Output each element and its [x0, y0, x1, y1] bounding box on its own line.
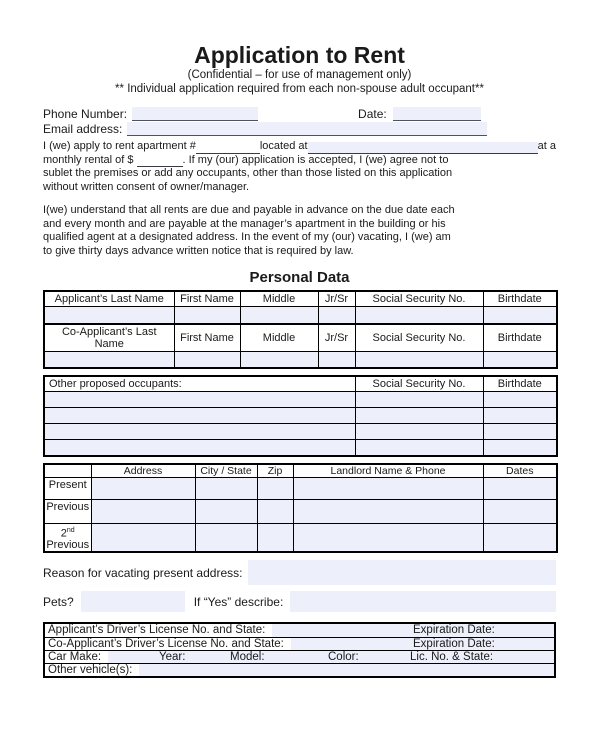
- coapplicant-license-label: Co-Applicant’s Driver’s License No. and State:: [45, 638, 291, 650]
- coapplicant-birthdate-input[interactable]: [483, 351, 557, 368]
- occupant-row-4: [44, 440, 557, 456]
- coapplicant-ssn-input[interactable]: [355, 351, 483, 368]
- coapplicant-first-name-input[interactable]: [174, 351, 240, 368]
- occupant-row-3: [44, 424, 557, 440]
- applicant-expiration-label: Expiration Date:: [413, 624, 495, 637]
- coapplicant-jrsr-header: Jr/Sr: [318, 324, 355, 352]
- vacating-reason-label: Reason for vacating present address:: [43, 565, 243, 580]
- terms-paragraph: [43, 204, 556, 258]
- previous-dates-input[interactable]: [483, 499, 557, 523]
- apply-line-1: [43, 140, 556, 154]
- applicant-birthdate-input[interactable]: [483, 307, 557, 324]
- apartment-number-blank[interactable]: [196, 142, 260, 154]
- applicant-last-name-header: Applicant’s Last Name: [44, 291, 174, 307]
- coapplicant-last-name-header: Co-Applicant’s Last Name: [44, 324, 174, 352]
- applicant-license-row[interactable]: [45, 624, 554, 637]
- pets-label: Pets?: [43, 594, 74, 609]
- page-title: Application to Rent: [194, 42, 405, 68]
- apply-line-2-text: . If my (our) application is accepted, I (we) agree not to: [182, 153, 449, 166]
- phone-number-label: Phone Number:: [43, 107, 128, 121]
- occupant-4-ssn-input[interactable]: [355, 440, 483, 456]
- date-label: Date:: [358, 107, 387, 121]
- second-previous-landlord-input[interactable]: [293, 523, 483, 552]
- present-city-state-input[interactable]: [195, 477, 257, 499]
- email-row: [43, 122, 556, 136]
- occupants-header-row: [44, 376, 557, 392]
- applicant-middle-input[interactable]: [240, 307, 318, 324]
- car-details-row[interactable]: [45, 650, 554, 663]
- second-previous-dates-input[interactable]: [483, 523, 557, 552]
- occupant-1-birthdate-input[interactable]: [483, 392, 557, 408]
- apply-line-3: sublet the premises or add any occupants, other than those listed on this application: [43, 167, 453, 179]
- phone-date-row: [43, 107, 556, 121]
- apply-line-4: without written consent of owner/manager.: [43, 180, 250, 193]
- pets-describe-label: If “Yes” describe:: [193, 594, 284, 609]
- applicant-first-name-input[interactable]: [174, 307, 240, 324]
- occupant-4-birthdate-input[interactable]: [483, 440, 557, 456]
- rental-amount-label: monthly rental of $: [43, 153, 134, 166]
- pets-row: [43, 591, 556, 612]
- applicant-input-row: [44, 307, 557, 324]
- vehicle-license-table: [43, 622, 556, 678]
- previous-row-label: Previous: [44, 499, 91, 523]
- second-previous-address-input[interactable]: [91, 523, 195, 552]
- email-label: Email address:: [43, 122, 123, 136]
- terms-line-1: I(we) understand that all rents are due and payable in advance on the due date each: [43, 204, 455, 216]
- second-previous-zip-input[interactable]: [257, 523, 293, 552]
- occupant-1-name-input[interactable]: [44, 392, 355, 408]
- second-previous-sup: nd: [66, 526, 75, 534]
- previous-city-state-input[interactable]: [195, 499, 257, 523]
- apply-line-1-text: I (we) apply to rent apartment #: [43, 140, 196, 152]
- present-address-input[interactable]: [91, 477, 195, 499]
- subtitle-occupant-note: ** Individual application required from each non-spouse adult occupant**: [115, 83, 484, 95]
- coapplicant-header-row: [44, 324, 557, 352]
- other-vehicles-label: Other vehicle(s):: [45, 664, 139, 676]
- terms-line-4: to give thirty days advance written notice that is required by law.: [43, 244, 354, 257]
- subtitle-confidential: (Confidential – for use of management only): [187, 69, 412, 81]
- occupant-4-name-input[interactable]: [44, 440, 355, 456]
- terms-line-3: qualified agent at a designated address. In the event of my (our) vacating, I (we) am: [43, 231, 451, 243]
- residence-dates-header: Dates: [483, 464, 557, 478]
- coapplicant-first-name-header: First Name: [174, 324, 240, 352]
- present-zip-input[interactable]: [257, 477, 293, 499]
- date-input[interactable]: [393, 107, 481, 121]
- second-previous-word: Previous: [46, 539, 90, 552]
- personal-data-table: [43, 290, 558, 369]
- occupants-birthdate-header: Birthdate: [483, 376, 557, 392]
- coapplicant-middle-header: Middle: [240, 324, 318, 352]
- occupant-3-birthdate-input[interactable]: [483, 424, 557, 440]
- car-color-label: Color:: [328, 651, 359, 664]
- residence-empty-header: [44, 464, 91, 478]
- occupant-row-2: [44, 408, 557, 424]
- occupant-3-name-input[interactable]: [44, 424, 355, 440]
- second-previous-city-state-input[interactable]: [195, 523, 257, 552]
- coapplicant-middle-input[interactable]: [240, 351, 318, 368]
- car-year-label: Year:: [159, 651, 186, 664]
- personal-data-heading: Personal Data: [249, 269, 350, 286]
- vacating-reason-input[interactable]: [248, 560, 556, 585]
- residence-city-state-header: City / State: [195, 464, 257, 478]
- present-dates-input[interactable]: [483, 477, 557, 499]
- rental-amount-blank[interactable]: [137, 155, 183, 167]
- occupant-1-ssn-input[interactable]: [355, 392, 483, 408]
- car-model-label: Model:: [230, 651, 265, 664]
- apply-line-2: [43, 154, 556, 168]
- apply-paragraph: [43, 140, 556, 194]
- other-vehicles-row[interactable]: [45, 663, 554, 676]
- previous-zip-input[interactable]: [257, 499, 293, 523]
- located-at-blank[interactable]: [308, 142, 538, 154]
- pets-input[interactable]: [81, 591, 185, 612]
- located-at-label: located at: [259, 140, 308, 152]
- applicant-first-name-header: First Name: [174, 291, 240, 307]
- second-previous-num: 2: [60, 527, 67, 540]
- other-occupants-table: [43, 375, 558, 457]
- occupants-label: Other proposed occupants:: [44, 376, 355, 392]
- occupants-ssn-header: Social Security No.: [355, 376, 483, 392]
- coapplicant-ssn-header: Social Security No.: [355, 324, 483, 352]
- applicant-license-label: Applicant’s Driver’s License No. and State:: [45, 624, 272, 637]
- applicant-ssn-input[interactable]: [355, 307, 483, 324]
- occupant-2-birthdate-input[interactable]: [483, 408, 557, 424]
- coapplicant-last-name-input[interactable]: [44, 351, 174, 368]
- coapplicant-input-row: [44, 351, 557, 368]
- coapplicant-license-row[interactable]: [45, 637, 554, 650]
- previous-address-row: [44, 499, 557, 523]
- occupant-2-ssn-input[interactable]: [355, 408, 483, 424]
- car-license-state-label: Lic. No. & State:: [410, 651, 494, 664]
- applicant-jrsr-header: Jr/Sr: [318, 291, 355, 307]
- occupant-2-name-input[interactable]: [44, 408, 355, 424]
- coapplicant-jrsr-input[interactable]: [318, 351, 355, 368]
- residence-zip-header: Zip: [257, 464, 293, 478]
- coapplicant-birthdate-header: Birthdate: [483, 324, 557, 352]
- applicant-last-name-input[interactable]: [44, 307, 174, 324]
- at-a-label: at a: [537, 140, 556, 152]
- car-make-label: Car Make:: [45, 651, 108, 663]
- applicant-birthdate-header: Birthdate: [483, 291, 557, 307]
- previous-address-input[interactable]: [91, 499, 195, 523]
- second-previous-row-label: [44, 523, 91, 552]
- email-input[interactable]: [127, 122, 487, 136]
- residence-header-row: [44, 464, 557, 478]
- terms-line-2: and every month and are payable at the manager’s apartment in the building or his: [43, 217, 446, 230]
- residence-address-header: Address: [91, 464, 195, 478]
- applicant-middle-header: Middle: [240, 291, 318, 307]
- residence-history-table: [43, 463, 558, 554]
- applicant-header-row: [44, 291, 557, 307]
- present-landlord-input[interactable]: [293, 477, 483, 499]
- previous-landlord-input[interactable]: [293, 499, 483, 523]
- coapplicant-expiration-label: Expiration Date:: [413, 638, 495, 651]
- vacating-reason-row: [43, 560, 556, 585]
- applicant-ssn-header: Social Security No.: [355, 291, 483, 307]
- second-previous-address-row: [44, 523, 557, 552]
- applicant-jrsr-input[interactable]: [318, 307, 355, 324]
- pets-describe-input[interactable]: [290, 591, 556, 612]
- occupant-3-ssn-input[interactable]: [355, 424, 483, 440]
- phone-input[interactable]: [132, 107, 258, 121]
- occupant-row-1: [44, 392, 557, 408]
- residence-landlord-header: Landlord Name & Phone: [293, 464, 483, 478]
- present-row-label: Present: [44, 477, 91, 499]
- present-address-row: [44, 477, 557, 499]
